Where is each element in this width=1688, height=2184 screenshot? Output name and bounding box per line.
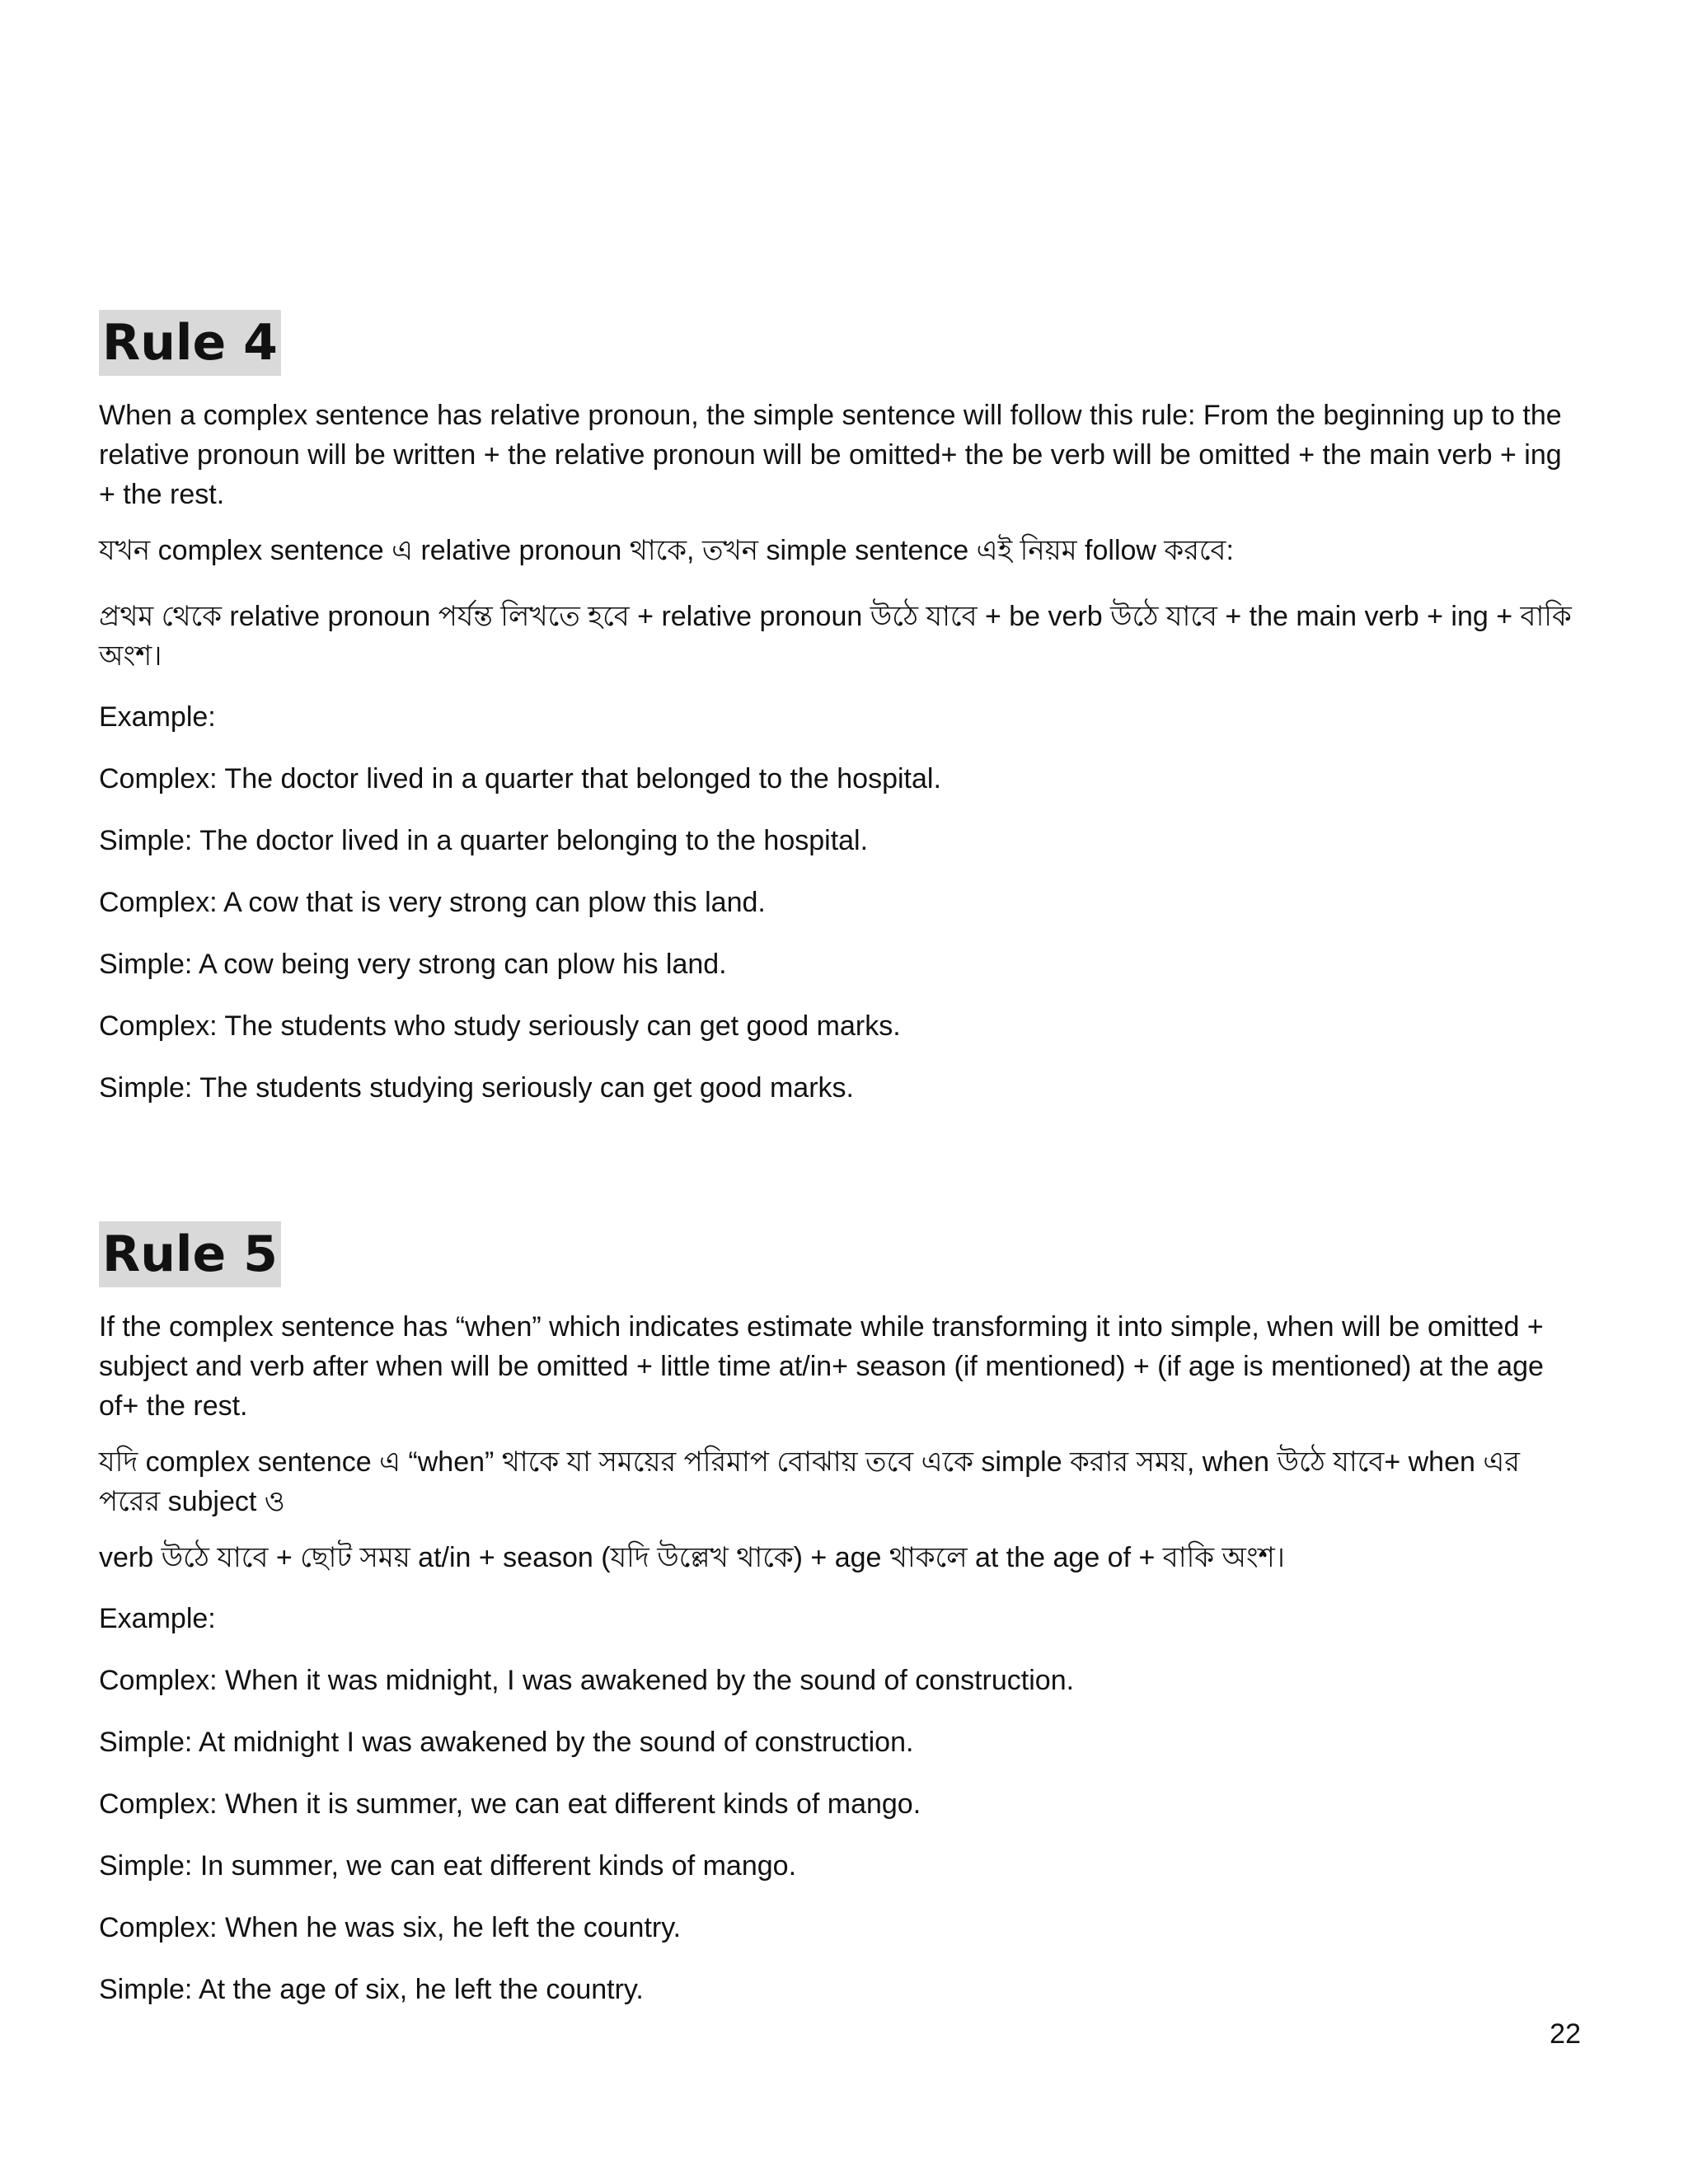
example-sentence: Complex: The students who study seriously can get good marks. [99,1010,901,1042]
example-sentence: Simple: In summer, we can eat different kinds of mango. [99,1850,797,1882]
rule-4-section [99,310,1582,1108]
rule-5-section [99,1221,1582,2009]
example-sentence: Complex: When it was midnight, I was awakened by the sound of construction. [99,1665,1075,1696]
example-sentence: Complex: When he was six, he left the country. [99,1912,682,1943]
bangla-rule-line: যদি complex sentence এ “when” থাকে যা সময়ের পরিমাপ বোঝায় তবে একে simple করার সময়, when উঠে যাবে+ when এর পরের subject ও [99,1446,1520,1517]
example-sentence: Simple: At midnight I was awakened by the sound of construction. [99,1727,914,1758]
example-label: Example: [99,701,216,733]
example-sentence: Complex: A cow that is very strong can plow this land. [99,887,766,918]
bangla-rule-line: যখন complex sentence এ relative pronoun থাকে, তখন simple sentence এই নিয়ম follow করবে: [99,535,1234,566]
example-sentence: Complex: The doctor lived in a quarter that belonged to the hospital. [99,763,941,794]
bangla-rule-line: প্রথম থেকে relative pronoun পর্যন্ত লিখতে হবে + relative pronoun উঠে যাবে + be verb উঠে যাবে + the main verb + ing + বাকি অংশ। [99,601,1572,672]
example-sentence: Simple: At the age of six, he left the country. [99,1974,644,2005]
example-label: Example: [99,1603,216,1634]
rule-description: When a complex sentence has relative pronoun, the simple sentence will follow this rule: From the beginning up to the relative pronoun will be written + the relative pronoun will be omitted+ the be verb will be omitted + the main verb + ing + the rest. [99,400,1562,510]
rule-description: If the complex sentence has “when” which indicates estimate while transforming it into simple, when will be omitted + subject and verb after when will be omitted + little time at/in+ season (if mentioned) + (if age is mentioned) at the age of+ the rest. [99,1311,1544,1422]
page-number: 22 [1550,2018,1581,2050]
example-sentence: Simple: The students studying seriously can get good marks. [99,1072,854,1104]
bangla-rule-line: verb উঠে যাবে + ছোট সময় at/in + season (যদি উল্লেখ থাকে) + age থাকলে at the age of + বাকি অংশ। [99,1542,1285,1573]
example-sentence: Simple: A cow being very strong can plow his land. [99,949,727,980]
rule-heading: Rule 4 [99,310,281,376]
example-sentence: Simple: The doctor lived in a quarter belonging to the hospital. [99,825,869,856]
rule-heading: Rule 5 [99,1221,281,1287]
example-sentence: Complex: When it is summer, we can eat different kinds of mango. [99,1788,921,1820]
